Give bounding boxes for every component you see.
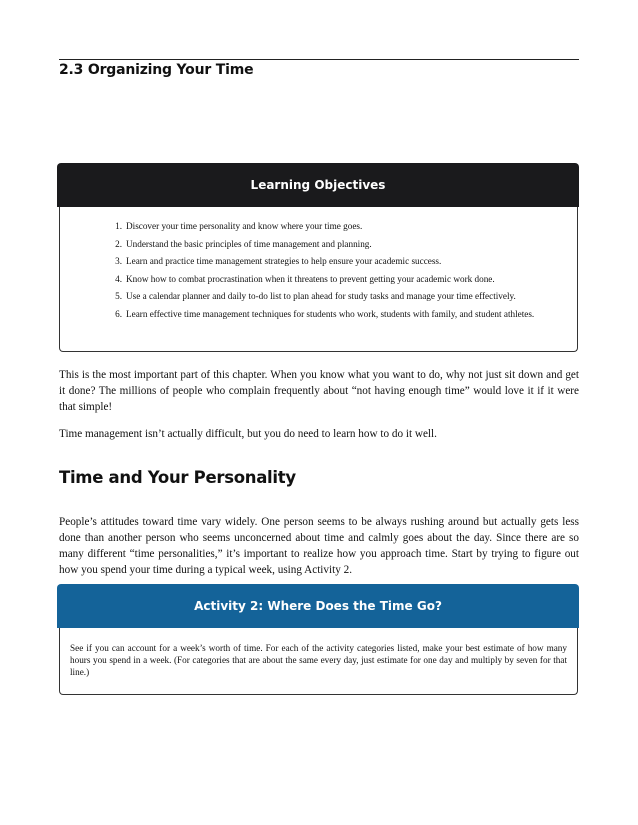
learning-objectives-body bbox=[59, 207, 578, 352]
activity-body bbox=[59, 628, 578, 695]
list-item bbox=[108, 239, 567, 250]
body-paragraph-intro: This is the most important part of this chapter. When you know what you want to do, why not just sit down and get it done? The millions of people who complain frequently about “not having enough time” would love it if it were that simple! bbox=[59, 369, 579, 413]
list-item-number: 6. bbox=[115, 308, 122, 319]
list-item-number: 2. bbox=[115, 238, 122, 249]
list-item-number: 5. bbox=[115, 291, 122, 302]
list-item bbox=[108, 221, 567, 232]
list-item-number: 1. bbox=[115, 221, 122, 231]
list-item bbox=[108, 291, 567, 302]
list-item-text: Discover your time personality and know where your time goes. bbox=[126, 221, 363, 231]
list-item-text: Know how to combat procrastination when it threatens to prevent getting your academic work done. bbox=[126, 273, 495, 284]
list-item-text: Learn effective time management techniques for students who work, students with family, and student athletes. bbox=[126, 308, 535, 319]
list-item-number: 4. bbox=[115, 273, 122, 284]
activity-header bbox=[57, 584, 579, 628]
list-item-number: 3. bbox=[115, 256, 122, 267]
learning-objectives-title: Learning Objectives bbox=[250, 178, 386, 192]
list-item-text: Learn and practice time management strategies to help ensure your academic success. bbox=[126, 256, 442, 267]
learning-objectives-header bbox=[57, 163, 579, 207]
activity-title: Activity 2: Where Does the Time Go? bbox=[194, 599, 442, 613]
body-paragraph-time-management: Time management isn’t actually difficult, but you do need to learn how to do it well. bbox=[59, 428, 437, 440]
list-item-text: Understand the basic principles of time management and planning. bbox=[126, 238, 372, 249]
list-item bbox=[108, 256, 567, 267]
list-item-text: Use a calendar planner and daily to-do list to plan ahead for study tasks and manage your time effectively. bbox=[126, 291, 516, 302]
learning-objectives-list bbox=[108, 221, 567, 320]
subsection-heading: Time and Your Personality bbox=[59, 468, 296, 487]
list-item bbox=[108, 274, 567, 285]
activity-text: See if you can account for a week’s worth of time. For each of the activity categories listed, make your best estimate of how many hours you spend in a week. (For categories that are about the same every day, just estimate for one day and multiply by seven for that line.) bbox=[70, 643, 567, 677]
learning-objectives-box bbox=[57, 163, 579, 352]
top-divider bbox=[59, 59, 579, 60]
body-paragraph-personality: People’s attitudes toward time vary widely. One person seems to be always rushing around but actually gets less done than another person who seems unconcerned about time and calmly goes about the day. Since there are so many different “time personalities,” it’s important to realize how you approach time. Start by trying to figure out how you spend your time during a typical week, using Activity 2. bbox=[59, 516, 579, 576]
list-item bbox=[108, 309, 567, 320]
section-title: 2.3 Organizing Your Time bbox=[59, 62, 254, 78]
activity-box bbox=[57, 584, 579, 695]
